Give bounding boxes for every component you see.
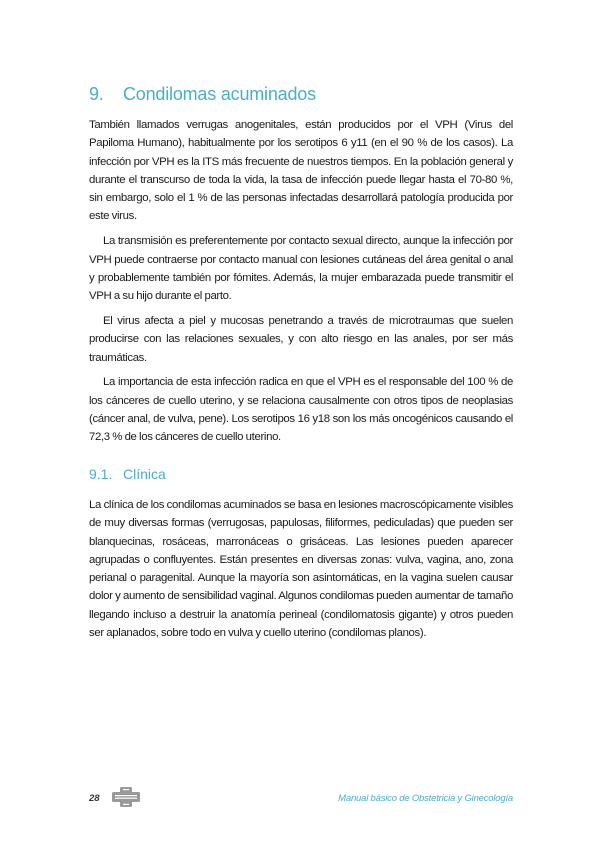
publisher-logo-icon [112,787,140,807]
paragraph: La importancia de esta infección radica en que el VPH es el responsable del 100 % de los cánceres de cuello uterino, y se relaciona causalmente con otros tipos de neoplasias (cáncer anal, de vulva, pene). Los serotipos 16 y18 son los más oncogénicos causando el 72,3 % de los cánceres de cuello uterino. [89,376,513,444]
paragraph: La clínica de los condilomas acuminados se basa en lesiones macroscópicamente visibles de muy diversas formas (verrugosas, papulosas, filiformes, pediculadas) que pueden ser blanquecinas, rosáceas, marronáceas o grisáceas. Las lesiones pueden aparecer agrupadas o confluyentes. Están presentes en diversas zonas: vulva, vagina, ano, zona perianal o paragenital. Aunque la mayoría son asintomáticas, en la vagina suelen causar dolor y aumento de sensibilidad vaginal. Algunos condilomas pueden aumentar de tamaño llegando incluso a destruir la anatomía perineal (condilomatosis gigante) y otros pueden ser aplanados, sobre todo en vulva y cuello uterino (condilomas planos). [89,499,513,640]
page-number: 28 [89,793,100,804]
subsection-title: Clínica [123,466,166,482]
subsection-number: 9.1. [89,466,113,482]
footer-book-title: Manual básico de Obstetricia y Ginecología [338,793,513,804]
paragraph: El virus afecta a piel y mucosas penetrando a través de microtraumas que suelen producirse con las relaciones sexuales, y con alto riesgo en las anales, por ser más traumáticas. [89,314,513,364]
section-title: Condilomas acuminados [123,84,316,104]
section-heading [89,84,316,105]
paragraph: La transmisión es preferentemente por contacto sexual directo, aunque la infección por VPH puede contraerse por contacto manual con lesiones cutáneas del área genital o anal y probablemente también por fómites. Además, la mujer embarazada puede transmitir el VPH a su hijo durante el parto. [89,235,513,303]
subsection-heading [89,466,166,482]
section-number: 9. [89,84,104,104]
section-body [89,116,513,453]
subsection-body [89,496,513,649]
paragraph: También llamados verrugas anogenitales, están producidos por el VPH (Virus del Papiloma Humano), habitualmente por los serotipos 6 y11 (en el 90 % de los casos). La infección por VPH es la ITS más frecuente de nuestros tiempos. En la población general y durante el transcurso de toda la vida, la tasa de infección puede llegar hasta el 70-80 %, sin embargo, solo el 1 % de las personas infectadas desarrollará patología producida por este virus. [89,119,513,223]
